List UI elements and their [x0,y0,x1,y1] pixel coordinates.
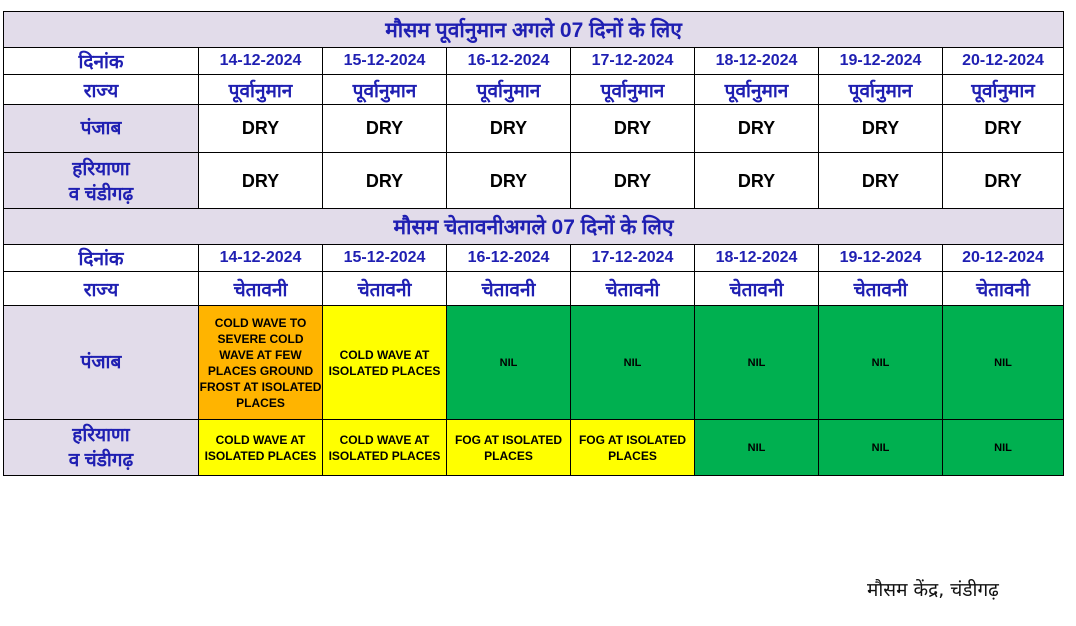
warning-column-label: चेतावनी [199,272,323,306]
state-name: पंजाब [4,105,199,153]
warning-column-label: चेतावनी [323,272,447,306]
forecast-column-label: पूर्वानुमान [571,75,695,105]
warning-cell: NIL [943,420,1064,476]
warning-cell: COLD WAVE TO SEVERE COLD WAVE AT FEW PLACES GROUND FROST AT ISOLATED PLACES [199,306,323,420]
forecast-cell: DRY [199,153,323,211]
forecast-date: 20-12-2024 [943,48,1064,75]
forecast-cell: DRY [819,153,943,211]
forecast-cell: DRY [695,105,819,153]
forecast-date: 17-12-2024 [571,48,695,75]
warning-cell: COLD WAVE AT ISOLATED PLACES [199,420,323,476]
warning-cell: NIL [447,306,571,420]
footer-signature: मौसम केंद्र, चंडीगढ़ [867,579,999,601]
warning-date: 19-12-2024 [819,245,943,272]
warning-date: 20-12-2024 [943,245,1064,272]
state-name-line2: व चंडीगढ़ [68,449,134,471]
warning-date: 15-12-2024 [323,245,447,272]
state-label: राज्य [4,272,199,306]
forecast-date: 15-12-2024 [323,48,447,75]
forecast-column-label: पूर्वानुमान [199,75,323,105]
state-label: राज्य [4,75,199,105]
warning-title: मौसम चेतावनीअगले 07 दिनों के लिए [4,209,1064,245]
forecast-column-label: पूर्वानुमान [819,75,943,105]
forecast-title: मौसम पूर्वानुमान अगले 07 दिनों के लिए [4,12,1064,48]
warning-cell: NIL [695,306,819,420]
warning-cell: NIL [943,306,1064,420]
warning-cell: NIL [571,306,695,420]
forecast-cell: DRY [447,153,571,211]
warning-date: 16-12-2024 [447,245,571,272]
warning-column-label: चेतावनी [571,272,695,306]
warning-cell: COLD WAVE AT ISOLATED PLACES [323,306,447,420]
forecast-column-label: पूर्वानुमान [695,75,819,105]
date-label: दिनांक [4,48,199,75]
warning-date: 14-12-2024 [199,245,323,272]
table-row [4,153,1064,211]
forecast-cell: DRY [323,153,447,211]
forecast-date: 14-12-2024 [199,48,323,75]
forecast-column-label: पूर्वानुमान [323,75,447,105]
warning-cell: NIL [819,306,943,420]
warning-column-label: चेतावनी [447,272,571,306]
forecast-cell: DRY [943,105,1064,153]
forecast-cell: DRY [695,153,819,211]
forecast-date: 16-12-2024 [447,48,571,75]
warning-cell: FOG AT ISOLATED PLACES [571,420,695,476]
forecast-cell: DRY [943,153,1064,211]
state-name [4,420,199,476]
forecast-date: 19-12-2024 [819,48,943,75]
warning-column-label: चेतावनी [695,272,819,306]
warning-cell: NIL [695,420,819,476]
table-row [4,306,1064,420]
table-row [4,420,1064,476]
warning-date: 17-12-2024 [571,245,695,272]
state-name-line2: व चंडीगढ़ [68,183,134,205]
warning-column-label: चेतावनी [943,272,1064,306]
forecast-date: 18-12-2024 [695,48,819,75]
forecast-cell: DRY [571,153,695,211]
table-row [4,105,1064,153]
warning-cell: COLD WAVE AT ISOLATED PLACES [323,420,447,476]
warning-table [3,208,1064,476]
forecast-cell: DRY [199,105,323,153]
forecast-cell: DRY [323,105,447,153]
forecast-table [3,11,1064,211]
state-name-line1: हरियाणा [72,424,130,446]
state-name: पंजाब [4,306,199,420]
warning-cell: FOG AT ISOLATED PLACES [447,420,571,476]
forecast-cell: DRY [571,105,695,153]
warning-date: 18-12-2024 [695,245,819,272]
warning-column-label: चेतावनी [819,272,943,306]
state-name-line1: हरियाणा [72,158,130,180]
forecast-column-label: पूर्वानुमान [943,75,1064,105]
forecast-cell: DRY [819,105,943,153]
forecast-cell: DRY [447,105,571,153]
date-label: दिनांक [4,245,199,272]
warning-cell: NIL [819,420,943,476]
forecast-column-label: पूर्वानुमान [447,75,571,105]
state-name [4,153,199,211]
